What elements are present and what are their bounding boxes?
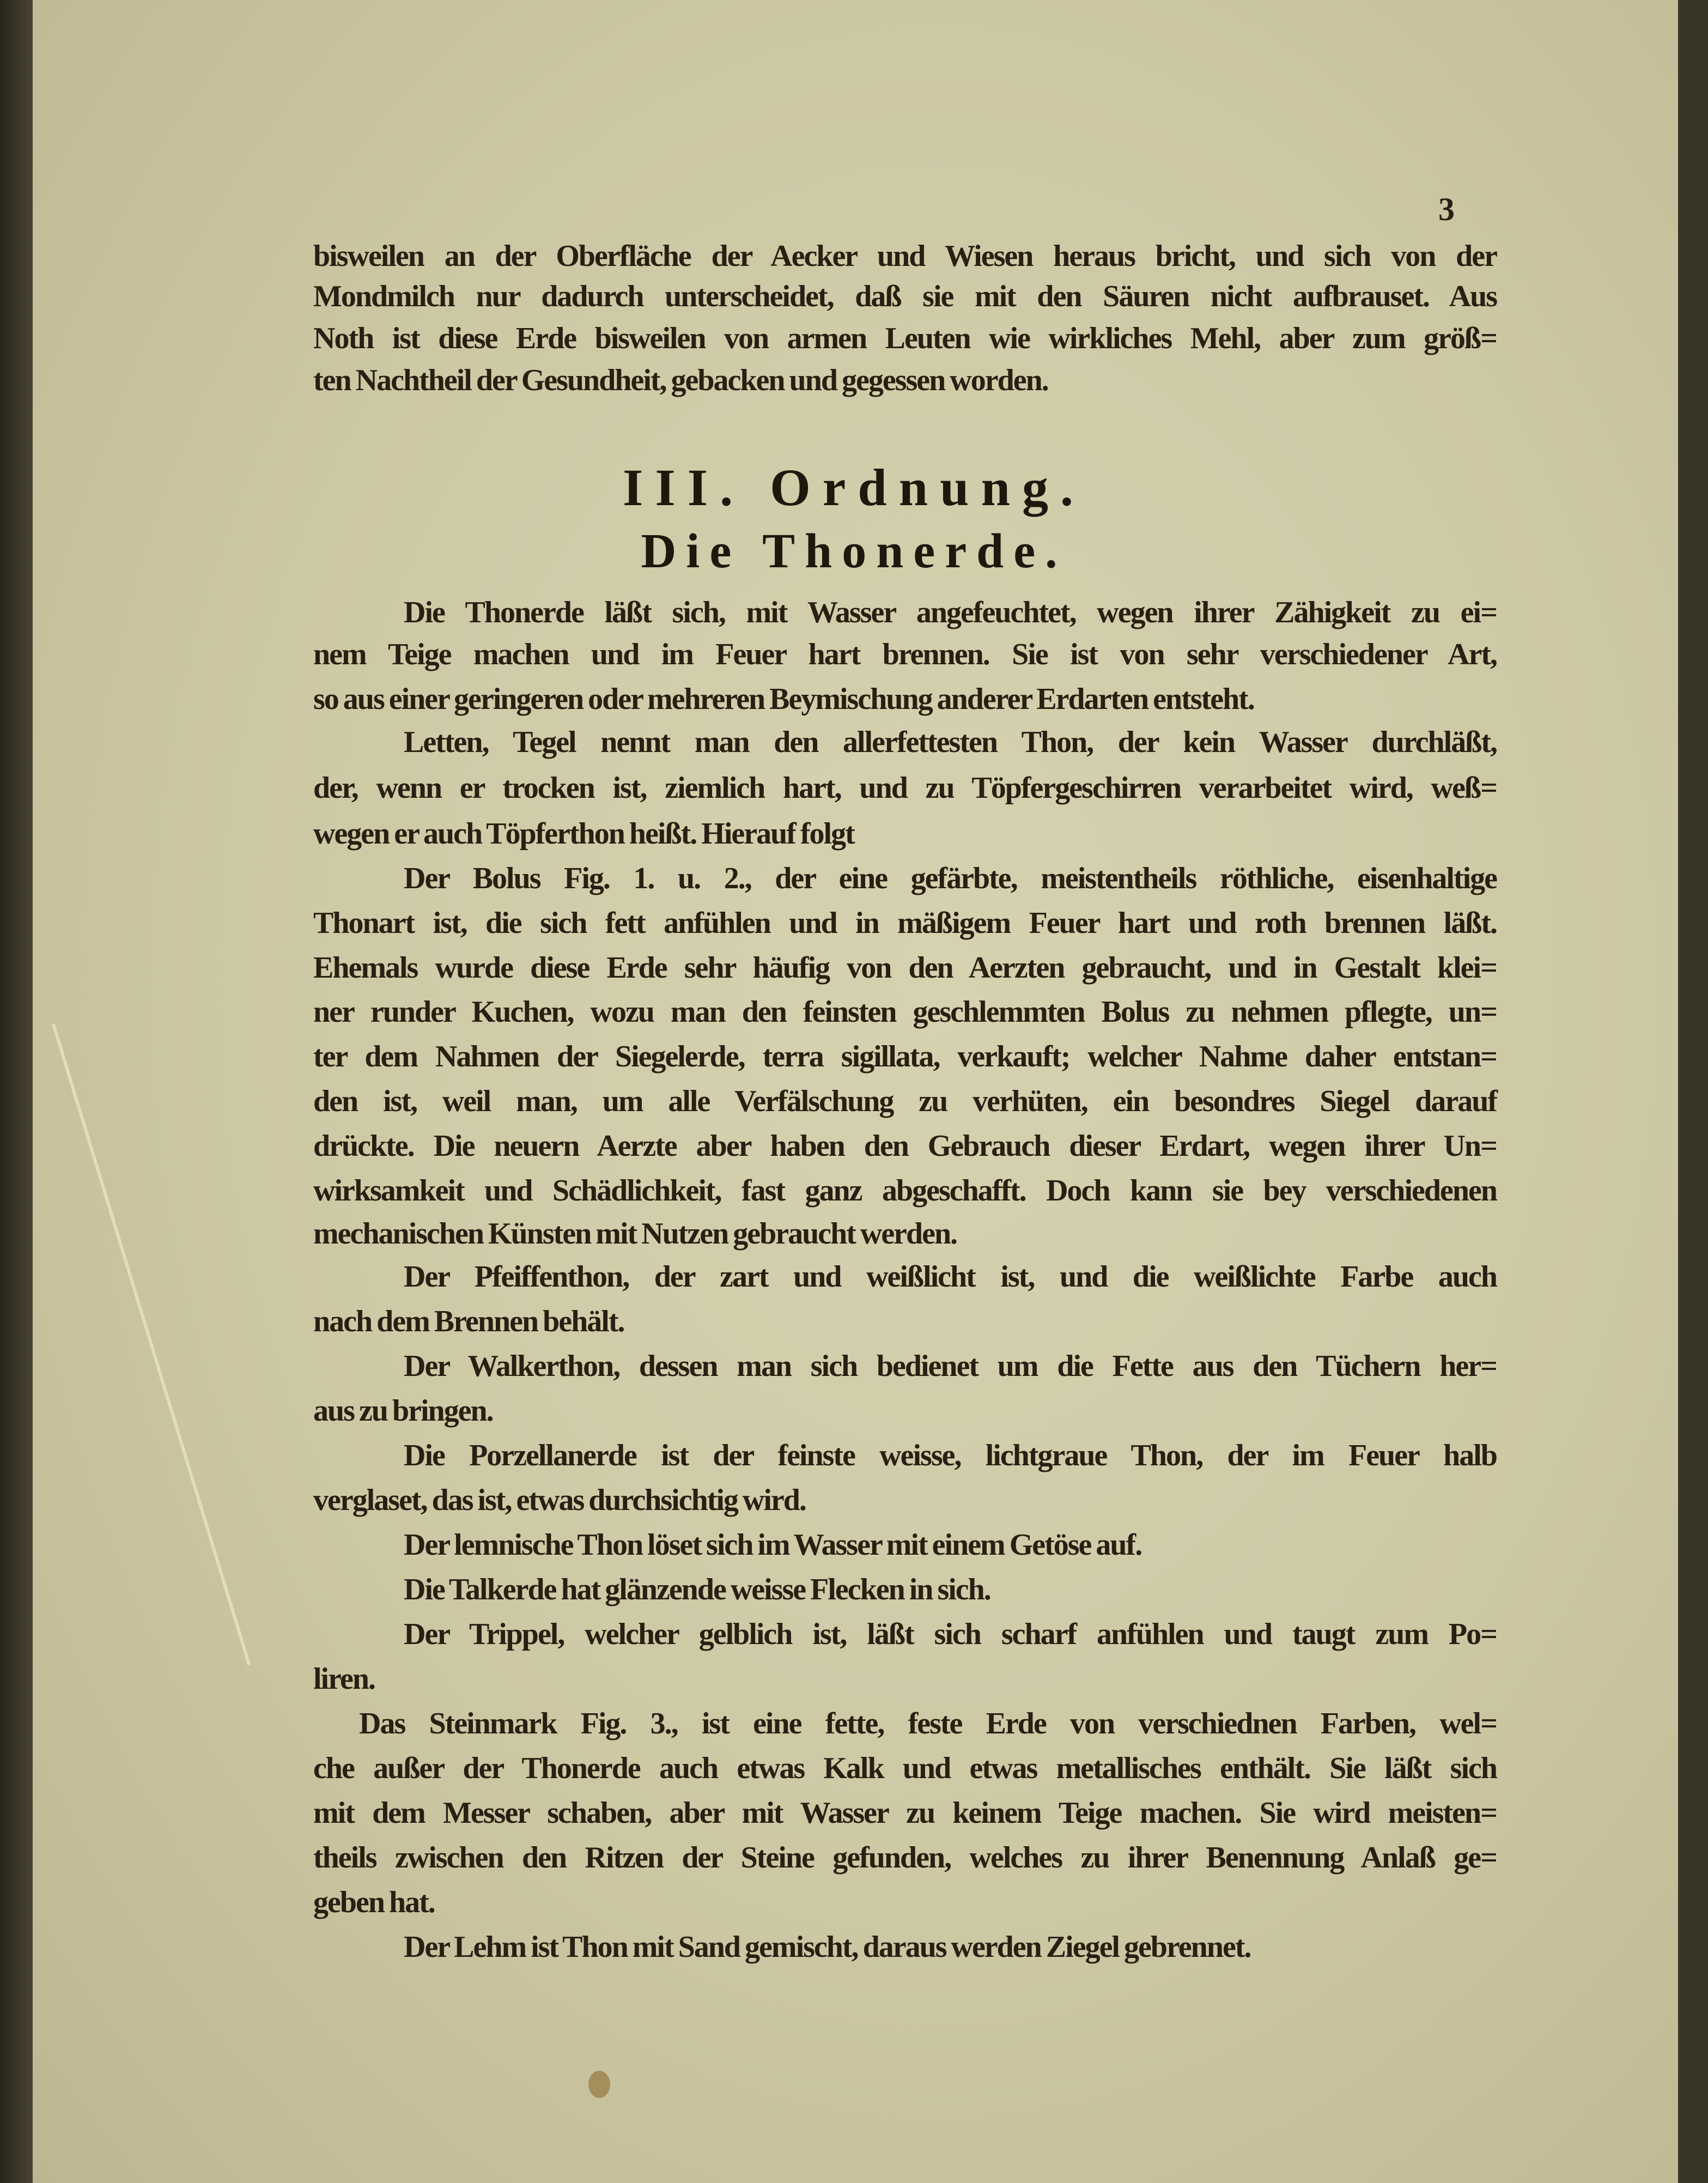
text-line: so aus einer geringeren oder mehreren Beymischung anderer Erdarten entsteht. (313, 682, 1254, 716)
text-line: bisweilen an der Oberfläche der Aecker und Wiesen heraus bricht, und sich von der (313, 239, 1497, 273)
text-line: Der Walkerthon, dessen man sich bedienet um die Fette aus den Tüchern her= (404, 1349, 1497, 1383)
book-binding-edge (0, 0, 33, 2183)
text-line: nem Teige machen und im Feuer hart brennen. Sie ist von sehr verschiedener Art, (313, 638, 1497, 671)
text-line: ter dem Nahmen der Siegelerde, terra sigillata, verkauft; welcher Nahme daher entstan= (313, 1040, 1497, 1074)
text-line: den ist, weil man, um alle Verfälschung zu verhüten, ein besondres Siegel darauf (313, 1084, 1497, 1118)
text-line: mechanischen Künsten mit Nutzen gebraucht werden. (313, 1217, 957, 1251)
text-line: Die Thonerde läßt sich, mit Wasser angefeuchtet, wegen ihrer Zähigkeit zu ei= (404, 596, 1497, 629)
text-line: ner runder Kuchen, wozu man den feinsten geschlemmten Bolus zu nehmen pflegte, un= (313, 995, 1497, 1029)
text-line: liren. (313, 1662, 375, 1696)
text-line: nach dem Brennen behält. (313, 1305, 624, 1338)
text-line: theils zwischen den Ritzen der Steine gefunden, welches zu ihrer Benennung Anlaß ge= (313, 1841, 1497, 1875)
text-line: wirksamkeit und Schädlichkeit, fast ganz abgeschafft. Doch kann sie bey verschiedenen (313, 1174, 1497, 1208)
text-line: geben hat. (313, 1885, 435, 1919)
text-line: Die Talkerde hat glänzende weisse Flecken in sich. (404, 1573, 990, 1606)
text-line: Der Pfeiffenthon, der zart und weißlicht ist, und die weißlichte Farbe auch (404, 1260, 1497, 1294)
text-line: Die Porzellanerde ist der feinste weisse, lichtgraue Thon, der im Feuer halb (404, 1439, 1497, 1472)
text-line: mit dem Messer schaben, aber mit Wasser zu keinem Teige machen. Sie wird meisten= (313, 1796, 1497, 1830)
text-line: Der Lehm ist Thon mit Sand gemischt, daraus werden Ziegel gebrennet. (404, 1930, 1251, 1964)
section-heading: III. Ordnung. (623, 458, 1085, 517)
text-line: Noth ist diese Erde bisweilen von armen Leuten wie wirkliches Mehl, aber zum größ= (313, 322, 1497, 355)
text-line: aus zu bringen. (313, 1394, 493, 1428)
text-line: wegen er auch Töpferthon heißt. Hierauf folgt (313, 817, 854, 851)
text-line: ten Nachtheil der Gesundheit, gebacken und gegessen worden. (313, 363, 1048, 397)
page-right-edge (1678, 0, 1708, 2183)
text-line: Der Trippel, welcher gelblich ist, läßt sich scharf anfühlen und taugt zum Po= (404, 1617, 1497, 1651)
ink-stain (588, 2071, 610, 2098)
text-line: verglaset, das ist, etwas durchsichtig wird. (313, 1483, 806, 1517)
text-line: der, wenn er trocken ist, ziemlich hart, und zu Töpfergeschirren verarbeitet wird, weß= (313, 771, 1497, 805)
text-line: Letten, Tegel nennt man den allerfettesten Thon, der kein Wasser durchläßt, (404, 725, 1497, 759)
text-line: che außer der Thonerde auch etwas Kalk und etwas metallisches enthält. Sie läßt sich (313, 1751, 1497, 1785)
text-line: Der Bolus Fig. 1. u. 2., der eine gefärbte, meistentheils röthliche, eisenhaltige (404, 862, 1497, 895)
text-line: Thonart ist, die sich fett anfühlen und in mäßigem Feuer hart und roth brennen läßt. (313, 906, 1497, 940)
section-title: Die Thonerde. (641, 524, 1067, 578)
text-line: Mondmilch nur dadurch unterscheidet, daß sie mit den Säuren nicht aufbrauset. Aus (313, 280, 1497, 313)
text-line: Der lemnische Thon löset sich im Wasser mit einem Getöse auf. (404, 1528, 1142, 1562)
text-line: Ehemals wurde diese Erde sehr häufig von den Aerzten gebraucht, und in Gestalt klei= (313, 951, 1497, 985)
text-line: Das Steinmark Fig. 3., ist eine fette, feste Erde von verschiednen Farben, wel= (359, 1707, 1497, 1741)
page-number: 3 (1438, 191, 1455, 227)
text-line: drückte. Die neuern Aerzte aber haben den Gebrauch dieser Erdart, wegen ihrer Un= (313, 1129, 1497, 1163)
